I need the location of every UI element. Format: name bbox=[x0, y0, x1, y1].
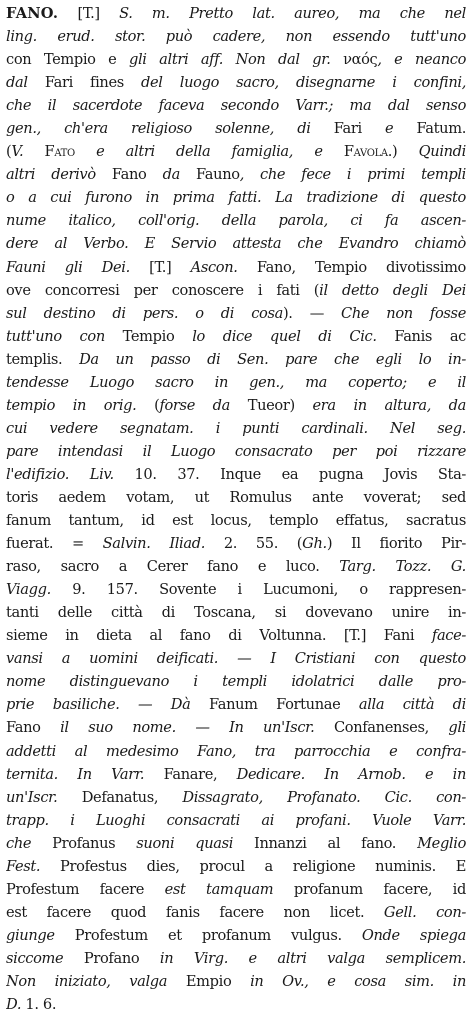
text-segment: dal bbox=[6, 74, 45, 92]
text-segment: gli altri aff. Non dal gr. bbox=[128, 51, 344, 69]
entry-line bbox=[6, 901, 466, 924]
entry-line bbox=[6, 348, 466, 371]
entry-line bbox=[6, 786, 466, 809]
text-segment: Profestum et profanum vulgus. bbox=[74, 926, 362, 944]
text-segment: siccome bbox=[6, 949, 84, 967]
entry-line bbox=[6, 970, 466, 993]
text-segment: raso, sacro a Cerer fano e luco. bbox=[6, 558, 340, 576]
text-segment: Viagg. bbox=[6, 581, 73, 599]
text-segment: ) Il fiorito Pir- bbox=[326, 535, 466, 553]
entry-line bbox=[6, 832, 466, 855]
entry-line bbox=[6, 670, 466, 693]
text-segment: forse da bbox=[159, 396, 248, 414]
text-segment: Gell. con- bbox=[383, 903, 466, 921]
text-segment: Tueor) bbox=[247, 396, 313, 414]
text-segment: trapp. i Luoghi consacrati ai profani. Vuole Varr. bbox=[6, 811, 466, 829]
text-segment: nome distinguevano i templi idolatrici dalle pro- bbox=[6, 673, 466, 691]
text-segment: S. m. Pretto lat. aureo, ma che nel bbox=[119, 5, 466, 22]
text-segment: Fano bbox=[6, 719, 61, 737]
entry-line bbox=[6, 693, 466, 716]
text-segment: Profestus dies, procul a religione numinis. E bbox=[60, 857, 466, 875]
text-segment: D. bbox=[6, 996, 26, 1014]
text-segment: tempio in orig. bbox=[6, 396, 155, 414]
text-segment: il detto degli Dei bbox=[319, 281, 466, 299]
entry-line bbox=[6, 647, 466, 670]
entry-line bbox=[6, 140, 466, 163]
entry-line bbox=[6, 302, 466, 325]
text-segment: ( bbox=[154, 396, 160, 414]
text-segment: , che fece i primi templi bbox=[239, 166, 466, 184]
text-segment: suoni quasi bbox=[136, 834, 255, 852]
text-segment: da bbox=[162, 166, 197, 184]
text-segment bbox=[58, 5, 77, 22]
text-segment: sul destino di pers. o di cosa bbox=[6, 304, 283, 322]
text-segment: Fanum Fortunae bbox=[208, 696, 359, 714]
entry-line bbox=[6, 809, 466, 832]
text-segment: templis. bbox=[6, 350, 80, 368]
text-segment: Profano bbox=[83, 949, 160, 967]
text-segment: Fanare, bbox=[163, 765, 237, 783]
text-segment: l'edifizio. Liv. bbox=[6, 465, 135, 483]
text-segment: e bbox=[385, 120, 417, 138]
text-segment: Profanus bbox=[52, 834, 137, 852]
text-segment: tanti delle città di Toscana, si dovevano unire in- bbox=[6, 604, 466, 622]
text-segment: fuerat. = bbox=[6, 535, 103, 553]
text-segment: ove concorresi per conoscere i fati ( bbox=[6, 281, 320, 299]
text-segment: Fest. bbox=[6, 857, 61, 875]
text-segment: Fari bbox=[333, 120, 386, 138]
entry-line bbox=[6, 532, 466, 555]
text-segment: e altri della famiglia, e bbox=[96, 143, 344, 161]
text-segment: [T.] bbox=[77, 5, 120, 22]
text-segment: Favola bbox=[343, 143, 388, 161]
text-segment: [T.] bbox=[149, 258, 191, 276]
text-segment: cui vedere segnatam. i punti cardinali. Nel seg. bbox=[6, 419, 466, 437]
entry-line bbox=[6, 232, 466, 255]
entry-line bbox=[6, 371, 466, 394]
text-segment: ternita. In Varr. bbox=[6, 765, 164, 783]
text-segment: che il sacerdote faceva secondo Varr.; ma dal senso bbox=[6, 97, 466, 115]
text-segment: V. bbox=[11, 143, 45, 161]
entry-line bbox=[6, 878, 466, 901]
entry-line bbox=[6, 279, 466, 302]
text-segment: Quindi bbox=[418, 143, 466, 161]
text-segment: ( bbox=[6, 143, 12, 161]
text-segment: il suo nome. — In un'Iscr. bbox=[60, 719, 334, 737]
entry-line bbox=[6, 25, 466, 48]
text-segment: Fatum. bbox=[416, 120, 466, 138]
text-segment: Innanzi al fano. bbox=[254, 834, 418, 852]
text-segment: pare intendasi il Luogo consacrato per poi rizzare bbox=[6, 442, 466, 460]
text-segment: Fano, Tempio divotissimo bbox=[256, 258, 466, 276]
text-segment: o a cui furono in prima fatti. La tradizione di questo bbox=[6, 189, 466, 207]
text-segment: Fari fines bbox=[44, 74, 142, 92]
text-segment: Fauno bbox=[196, 166, 240, 184]
entry-line bbox=[6, 186, 466, 209]
text-segment: dere al Verbo. E Servio attesta che Evandro chiamò bbox=[6, 235, 466, 253]
text-segment: che bbox=[6, 834, 53, 852]
entry-line bbox=[6, 855, 466, 878]
text-segment: 9. 157. Sovente i Lucumoni, o rappresen- bbox=[72, 581, 466, 599]
text-segment: 10. 37. Inque ea pugna Jovis Sta- bbox=[134, 465, 466, 483]
entry-line bbox=[6, 440, 466, 463]
text-segment: Empio bbox=[185, 972, 251, 990]
entry-line bbox=[6, 48, 466, 71]
text-segment: Ascon. bbox=[190, 258, 257, 276]
text-segment: gli bbox=[448, 719, 466, 737]
text-segment: Che non fosse bbox=[341, 304, 466, 322]
entry-line bbox=[6, 256, 466, 279]
entry-line bbox=[6, 924, 466, 947]
text-segment: lo dice quel di Cic. bbox=[192, 327, 395, 345]
text-segment: Confanenses, bbox=[333, 719, 449, 737]
text-segment: vansi a uomini deificati. — I Cristiani con questo bbox=[6, 650, 466, 668]
text-segment: .) bbox=[387, 143, 419, 161]
text-segment: sieme in dieta al fano di Voltunna. [T.] Fani bbox=[6, 627, 432, 645]
text-segment: Dedicare. In Arnob. e in bbox=[236, 765, 466, 783]
entry-line bbox=[6, 394, 466, 417]
entry-line bbox=[6, 740, 466, 763]
text-segment: fanum tantum, id est locus, templo effatus, sacratus bbox=[6, 512, 466, 530]
text-segment: toris aedem votam, ut Romulus ante voverat; sed bbox=[6, 488, 466, 506]
text-segment: giunge bbox=[6, 926, 75, 944]
entry-line bbox=[6, 716, 466, 739]
entry-line bbox=[6, 94, 466, 117]
text-segment: Defanatus, bbox=[81, 788, 183, 806]
text-segment: prie basiliche. — Dà bbox=[6, 696, 209, 714]
entry-line bbox=[6, 2, 466, 25]
text-segment: altri derivò bbox=[6, 166, 112, 184]
text-segment: con Tempio e bbox=[6, 51, 129, 69]
text-segment: Tempio bbox=[122, 327, 193, 345]
text-segment: Targ. Tozz. G. bbox=[339, 558, 466, 576]
text-segment: nume italico, coll'orig. della parola, ci fa ascen- bbox=[6, 212, 466, 230]
text-segment: alla città di bbox=[358, 696, 466, 714]
entry-line bbox=[6, 117, 466, 140]
text-segment: era in altura, da bbox=[312, 396, 466, 414]
text-segment: tutt'uno con bbox=[6, 327, 123, 345]
entry-line bbox=[6, 209, 466, 232]
text-segment: ). — bbox=[282, 304, 342, 322]
text-segment: ναός bbox=[343, 51, 378, 69]
text-segment: profanum facere, id bbox=[293, 880, 466, 898]
text-segment: in Virg. e altri valga semplicem. bbox=[159, 949, 466, 967]
text-segment: Non iniziato, valga bbox=[6, 972, 186, 990]
entry-line bbox=[6, 947, 466, 970]
text-segment: est tamquam bbox=[164, 880, 294, 898]
text-segment: est facere quod fanis facere non licet. bbox=[6, 903, 384, 921]
entry-line bbox=[6, 624, 466, 647]
entry-line bbox=[6, 555, 466, 578]
text-segment: gen., ch'era religioso solenne, di bbox=[6, 120, 334, 138]
text-segment: Gh. bbox=[302, 535, 327, 553]
text-segment: Dissagrato, Profanato. Cic. con- bbox=[182, 788, 466, 806]
headword: FANO. bbox=[6, 5, 59, 22]
text-segment: Fato bbox=[44, 143, 97, 161]
entry-line bbox=[6, 601, 466, 624]
text-segment: Profestum facere bbox=[6, 880, 165, 898]
text-segment: 1. 6. bbox=[25, 996, 57, 1014]
entry-line bbox=[6, 509, 466, 532]
text-segment: Salvin. Iliad. bbox=[102, 535, 224, 553]
text-segment: tendesse Luogo sacro in gen., ma coperto; e il bbox=[6, 373, 466, 391]
entry-line bbox=[6, 417, 466, 440]
text-segment: , e neanco bbox=[377, 51, 466, 69]
entry-line bbox=[6, 763, 466, 786]
text-segment: in Ov., e cosa sim. in bbox=[250, 972, 466, 990]
text-segment: addetti al medesimo Fano, tra parrocchia e confra- bbox=[6, 742, 466, 760]
entry-line bbox=[6, 325, 466, 348]
text-segment: face- bbox=[431, 627, 466, 645]
entry-line bbox=[6, 71, 466, 94]
dictionary-entry bbox=[6, 2, 466, 1016]
text-segment: Onde spiega bbox=[361, 926, 466, 944]
entry-line bbox=[6, 463, 466, 486]
entry-line bbox=[6, 163, 466, 186]
text-segment: Fano bbox=[111, 166, 163, 184]
text-segment: del luogo sacro, disegnarne i confini, bbox=[141, 74, 466, 92]
entry-line bbox=[6, 993, 466, 1016]
text-segment: Fanis ac bbox=[394, 327, 466, 345]
entry-line bbox=[6, 486, 466, 509]
text-segment: ling. erud. stor. può cadere, non essendo tutt'uno bbox=[6, 28, 466, 46]
text-segment: Da un passo di Sen. pare che egli lo in- bbox=[79, 350, 466, 368]
entry-line bbox=[6, 578, 466, 601]
text-segment: Meglio bbox=[417, 834, 466, 852]
text-segment: 2. 55. ( bbox=[223, 535, 303, 553]
text-segment: un'Iscr. bbox=[6, 788, 82, 806]
text-segment: Fauni gli Dei. bbox=[6, 258, 150, 276]
